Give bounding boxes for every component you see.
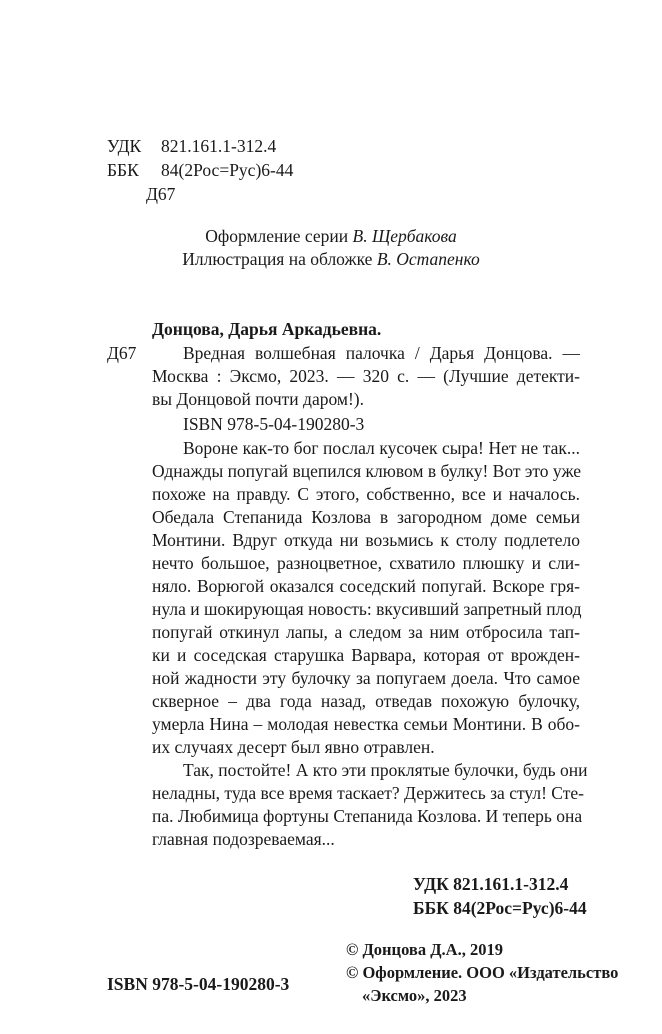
bbk-bold-line: ББК 84(2Рос=Рус)6-44 <box>413 898 587 918</box>
annotation-line: их случаях десерт был явно отравлен. <box>152 737 435 757</box>
author-mark-side: Д67 <box>107 343 137 363</box>
bbk-label: ББК <box>107 160 139 180</box>
annotation-line: па. Любимица фортуны Степанида Козлова. И теперь она <box>152 806 583 826</box>
description-line: вы Донцовой почти даром!). <box>152 389 364 409</box>
annotation-line: главная подозреваемая... <box>152 829 335 849</box>
annotation-line: няло. Ворюгой оказался соседский попугай. Вскоре гря- <box>152 576 580 596</box>
annotation-line: ки и соседская старушка Варвара, которая от врожден- <box>152 645 580 665</box>
annotation-line: ной жадности эту булочку за попугаем доела. Что самое <box>152 668 580 688</box>
udk-bold-line: УДК 821.161.1-312.4 <box>413 874 569 894</box>
annotation-line: нечто большое, разноцветное, схватило плюшку и сли- <box>152 553 580 573</box>
annotation-line: Однажды попугай вцепился клювом в булку! Вот это уже <box>152 461 582 481</box>
udk-label: УДК <box>107 136 142 156</box>
series-design-credit <box>0 226 662 246</box>
annotation-line: Монтини. Вдруг откуда ни возьмись к столу подлетело <box>152 530 580 550</box>
description-line: Москва : Эксмо, 2023. — 320 с. — (Лучшие детекти- <box>152 366 580 386</box>
description-line: Вредная волшебная палочка / Дарья Донцова. — <box>183 343 580 363</box>
annotation-line: Вороне как-то бог послал кусочек сыра! Нет не так... <box>183 438 580 458</box>
annotation-line: Обедала Степанида Козлова в загородном доме семьи <box>152 507 580 527</box>
isbn-inline: ISBN 978-5-04-190280-3 <box>183 414 365 434</box>
annotation-line: нула и шокирующая новость: вкусивший запретный плод <box>152 599 582 619</box>
annotation-line: неладны, туда все время таскает? Держитесь за стул! Сте- <box>152 783 584 803</box>
cover-illustration-name: В. Остапенко <box>376 249 480 269</box>
copyright-author: © Донцова Д.А., 2019 <box>346 940 503 959</box>
isbn-footer: ISBN 978-5-04-190280-3 <box>107 974 290 994</box>
udk-code: 821.161.1-312.4 <box>161 136 277 156</box>
series-design-label: Оформление серии <box>205 226 349 246</box>
author-mark-top: Д67 <box>146 184 176 204</box>
series-design-name: В. Щербакова <box>352 226 457 246</box>
author-heading: Донцова, Дарья Аркадьевна. <box>152 319 382 339</box>
annotation-line: похоже на правду. С этого, собственно, все и началось. <box>152 484 580 504</box>
bbk-code: 84(2Рос=Рус)6-44 <box>161 160 294 180</box>
annotation-line: скверное – два года назад, отведав похожую булочку, <box>152 691 580 711</box>
copyright-design-line1: © Оформление. ООО «Издательство <box>346 963 619 982</box>
annotation-line: попугай откинул лапы, а следом за ним отбросила тап- <box>152 622 580 642</box>
cover-illustration-credit <box>0 249 662 269</box>
copyright-design-line2: «Эксмо», 2023 <box>362 986 467 1005</box>
cover-illustration-label: Иллюстрация на обложке <box>182 249 373 269</box>
annotation-line: умерла Нина – молодая невестка семьи Монтини. В обо- <box>152 714 580 734</box>
annotation-line: Так, постойте! А кто эти проклятые булочки, будь они <box>183 760 588 780</box>
